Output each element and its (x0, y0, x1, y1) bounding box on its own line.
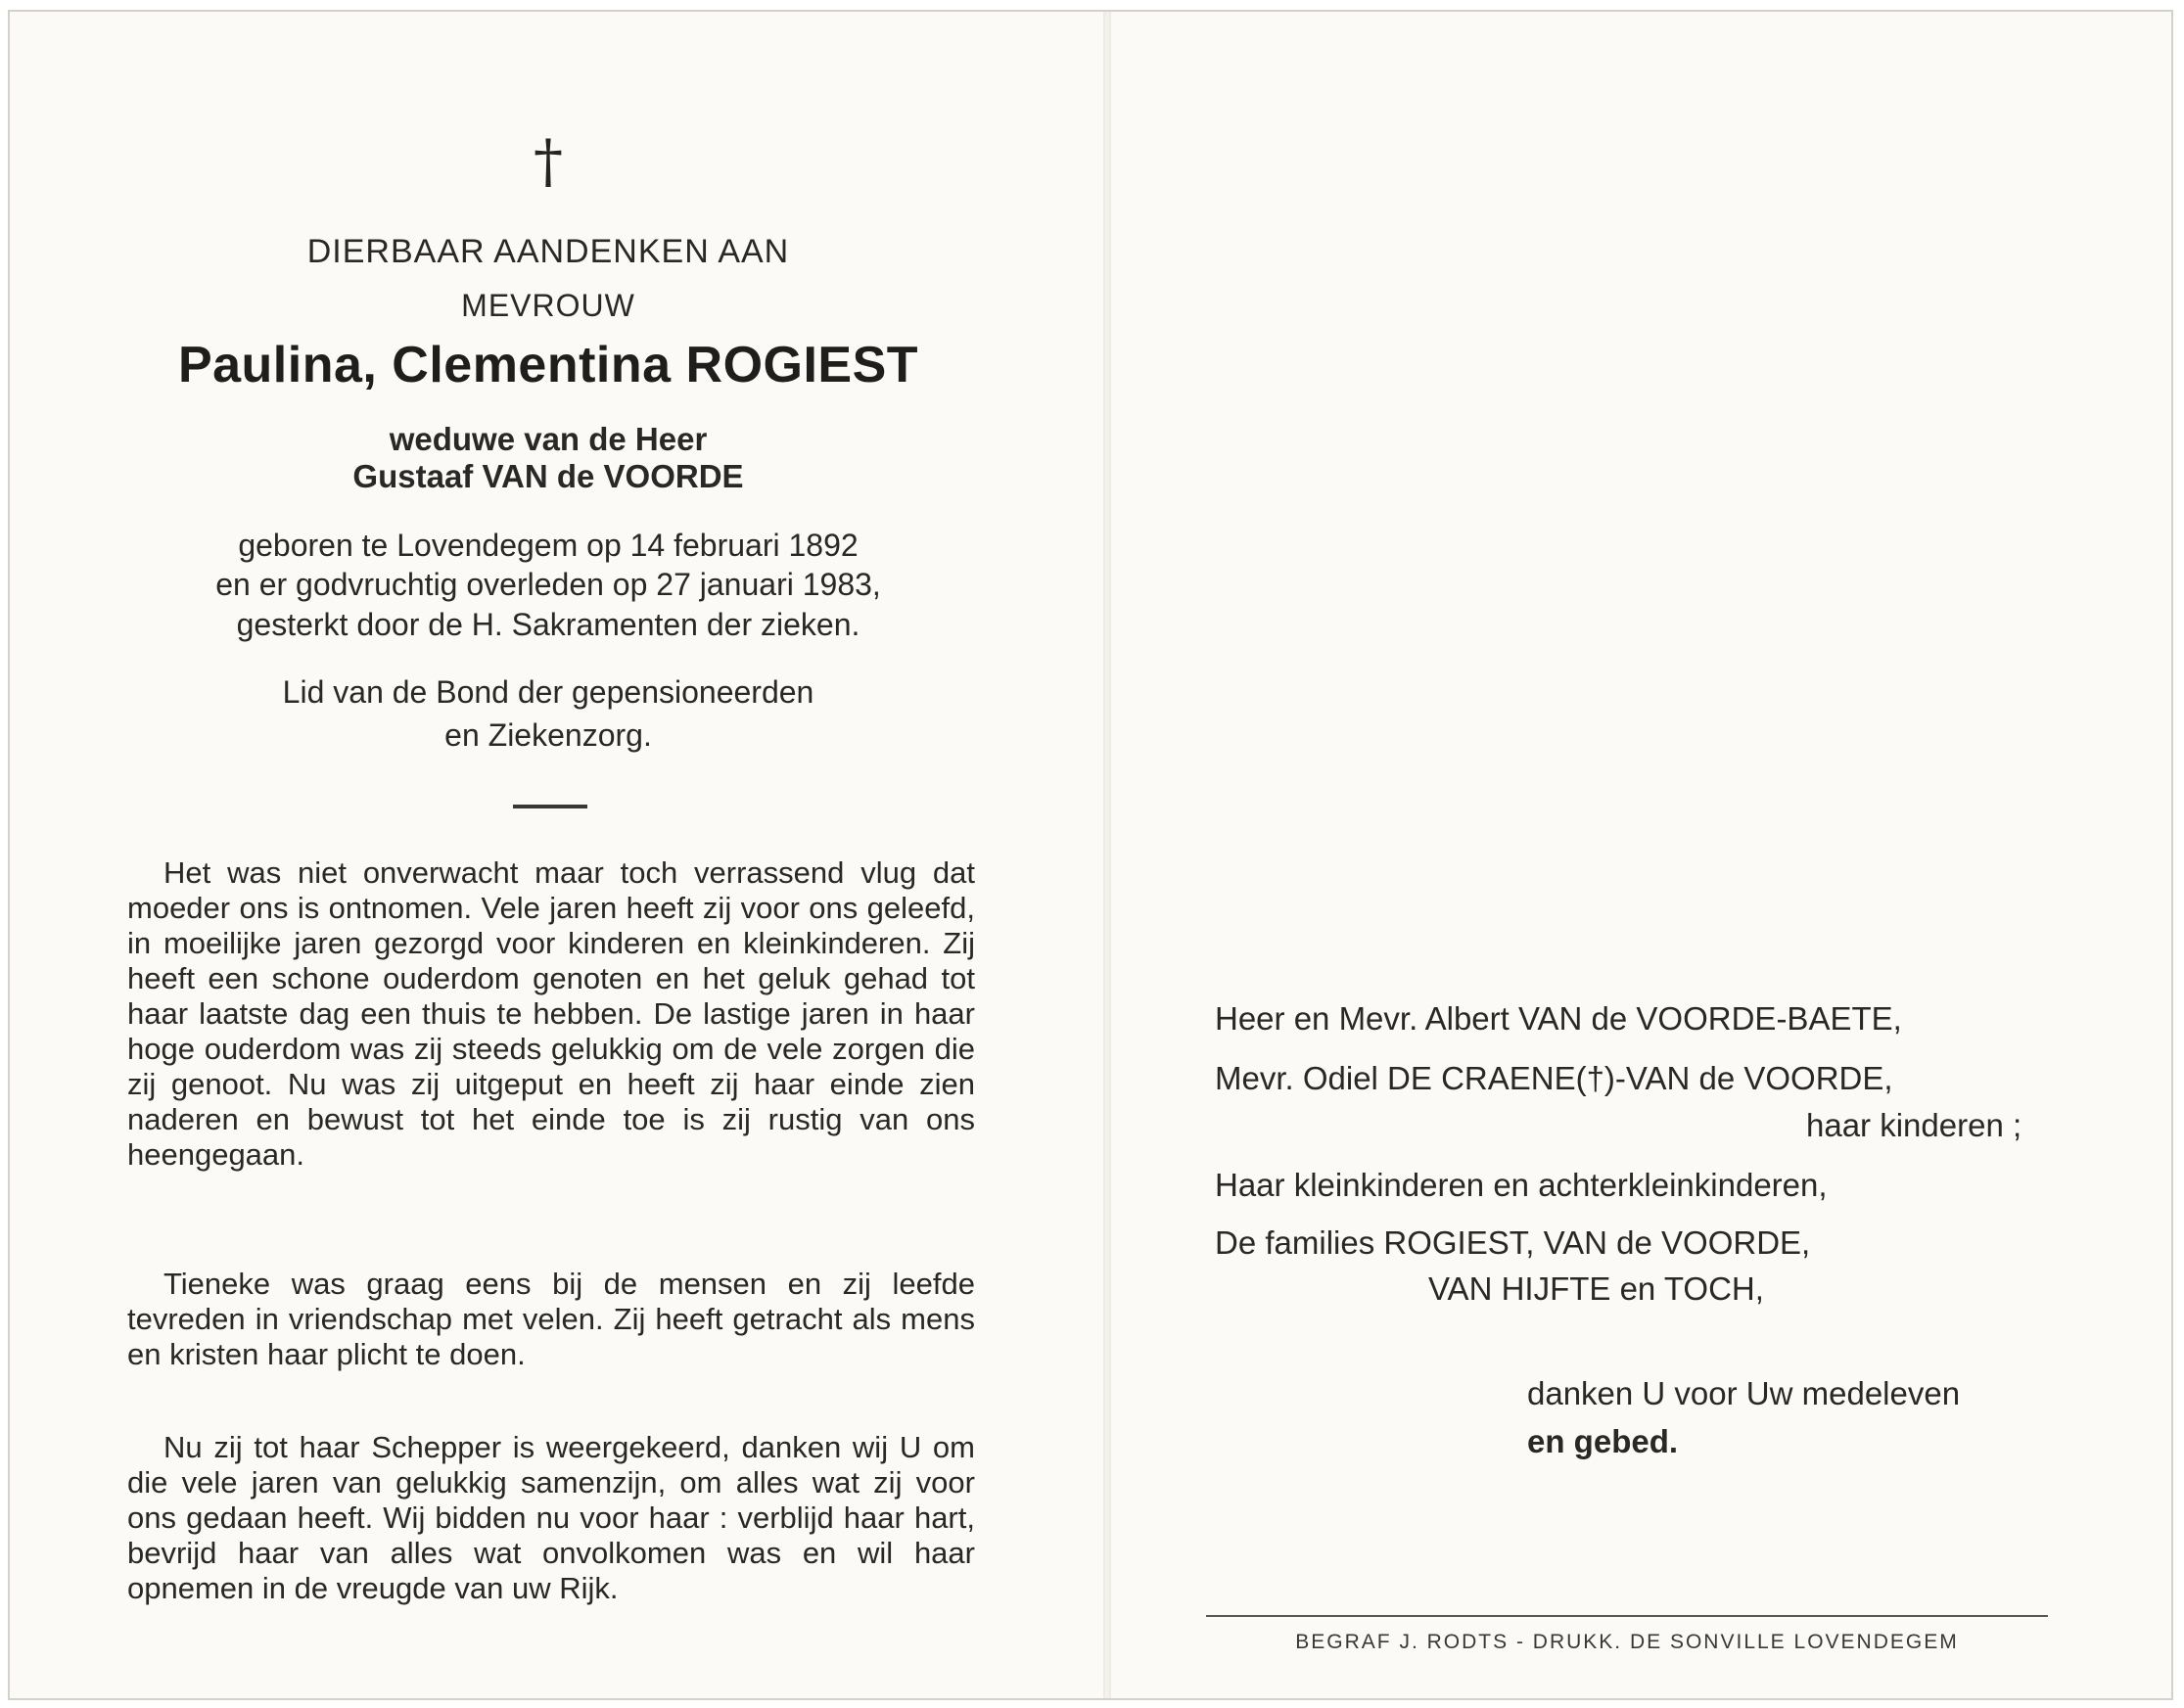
thanks-line-6: VAN HIJFTE en TOCH, (1428, 1270, 1764, 1307)
thanks-line-2: Mevr. Odiel DE CRAENE(†)-VAN de VOORDE, (1215, 1060, 1893, 1096)
thanks-line-5: De families ROGIEST, VAN de VOORDE, (1215, 1224, 1811, 1261)
cross-symbol: † (534, 127, 563, 196)
birth-line-2: en er godvruchtig overleden op 27 januari 1983, (215, 567, 881, 602)
memorial-card (8, 10, 2173, 1700)
footer-rule (1206, 1615, 2048, 1617)
memorial-paragraph-1: Het was niet onverwacht maar toch verrassend vlug dat moeder ons is ontnomen. Vele jaren heeft zij voor ons geleefd, in moeilijke jaren gezorgd voor kinderen en kleinkinderen. Zij heeft een schone ouderdom genoten en het geluk gehad tot haar laatste dag een thuis te hebben. De lastige jaren in haar hoge ouderdom was zij steeds gelukkig om de vele zorgen die zij genoot. Nu was zij uitgeput en heeft zij haar einde zien naderen en bewust tot het einde toe is zij rustig van ons heengegaan. (127, 855, 975, 1172)
memorial-paragraph-3: Nu zij tot haar Schepper is weergekeerd, danken wij U om die vele jaren van gelukkig samenzijn, om alles wat zij voor ons gedaan heeft. Wij bidden nu voor haar : verblijd haar hart, bevrijd haar van alles wat onvolkomen was en wil haar opnemen in de vreugde van uw Rijk. (127, 1430, 975, 1605)
membership-line-2: en Ziekenzorg. (444, 717, 652, 753)
left-page (10, 12, 1103, 1698)
heading-line-2: MEVROUW (461, 288, 635, 323)
thanks-line-4: Haar kleinkinderen en achterkleinkinderen, (1215, 1167, 1828, 1203)
heading-line-1: DIERBAAR AANDENKEN AAN (306, 233, 790, 270)
thanks-line-1: Heer en Mevr. Albert VAN de VOORDE-BAETE, (1215, 1000, 1902, 1037)
widow-line-1: weduwe van de Heer (389, 421, 708, 457)
thanks-line-7: danken U voor Uw medeleven (1527, 1375, 1961, 1411)
printer-credit: BEGRAF J. RODTS - DRUKK. DE SONVILLE LOVENDEGEM (1295, 1631, 1959, 1653)
thanks-line-3: haar kinderen ; (1806, 1107, 2022, 1143)
memorial-paragraph-2: Tieneke was graag eens bij de mensen en zij leefde tevreden in vriendschap met velen. Zij heeft getracht als mens en kristen haar plicht te doen. (127, 1267, 975, 1371)
membership-line-1: Lid van de Bond der gepensioneerden (282, 674, 814, 710)
birth-line-3: gesterkt door de H. Sakramenten der zieken. (236, 607, 860, 642)
widow-line-2: Gustaaf VAN de VOORDE (352, 458, 744, 494)
thanks-line-8: en gebed. (1527, 1423, 1679, 1459)
card-fold (1103, 12, 1111, 1698)
divider-dash (513, 805, 587, 808)
birth-line-1: geboren te Lovendegem op 14 februari 1892 (238, 528, 859, 563)
deceased-name: Paulina, Clementina ROGIEST (177, 337, 919, 393)
